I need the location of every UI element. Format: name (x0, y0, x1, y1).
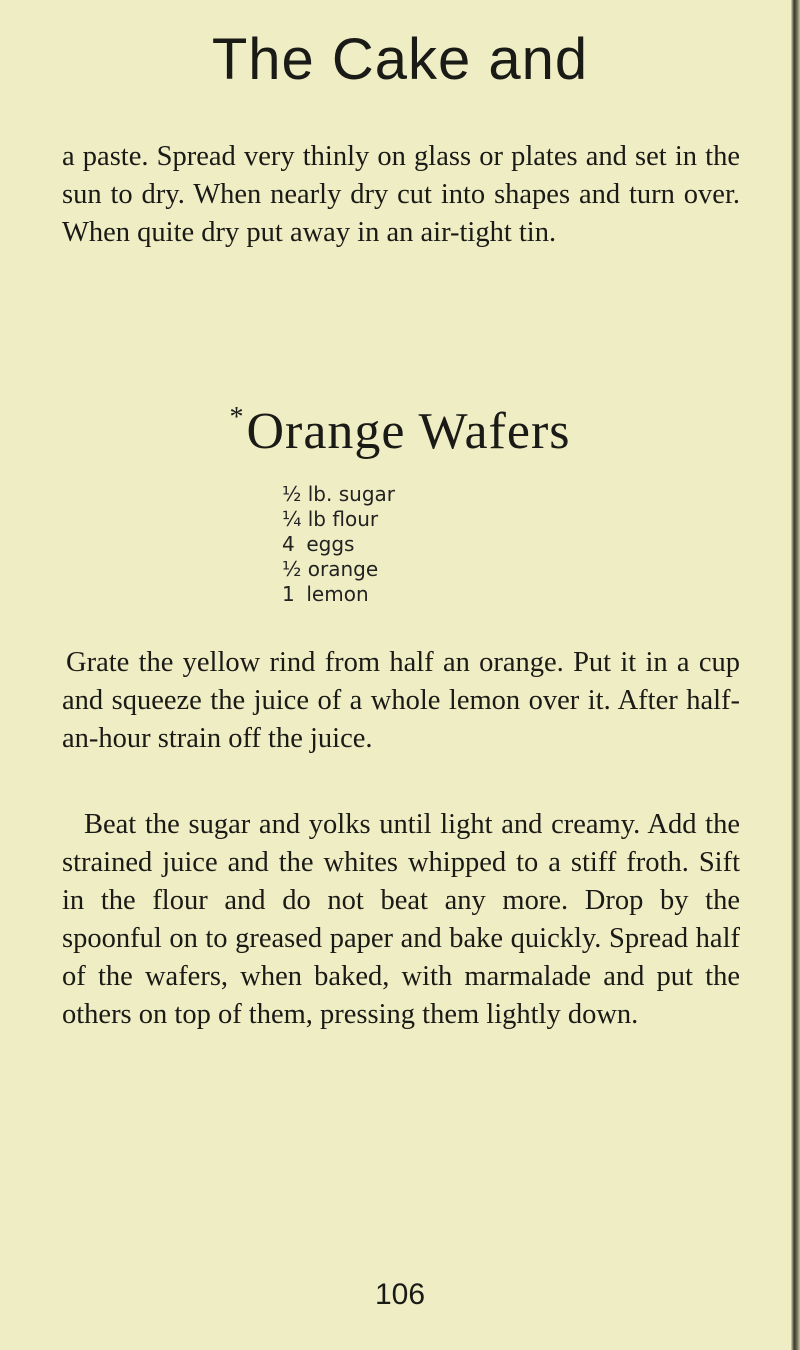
asterisk-marker: * (229, 402, 245, 433)
method-paragraph-2: Beat the sugar and yolks until light and creamy. Add the strained juice and the whites whipped to a stiff froth. Sift in the flour and do not beat any more. Drop by the spoonful on to greased paper and bake quickly. Spread half of the wafers, when baked, with marmalade and put the others on top of them, pressing them lightly down. (62, 809, 740, 1030)
ingredient-quantity: 4 (282, 532, 295, 556)
ingredient-item: eggs (306, 532, 355, 556)
ingredient-list (282, 482, 395, 607)
method-paragraph-1: Grate the yellow rind from half an orange. Put it in a cup and squeeze the juice of a whole lemon over it. After half-an-hour strain off the juice. (62, 647, 740, 754)
page-number: 106 (374, 1278, 426, 1311)
running-header: The Cake and (211, 27, 589, 92)
ingredient-row (282, 557, 395, 582)
ingredient-row (282, 532, 395, 557)
ingredient-quantity: ¼ (282, 507, 302, 531)
ingredient-item: lb. sugar (307, 482, 395, 506)
ingredient-quantity: ½ (282, 557, 302, 581)
continued-paragraph: a paste. Spread very thinly on glass or plates and set in the sun to dry. When nearly dry cut into shapes and turn over. When quite dry put away in an air-tight tin. (62, 141, 740, 248)
recipe-title-text: Orange Wafers (246, 403, 571, 460)
ingredient-quantity: ½ (282, 482, 302, 506)
ingredient-item: lb flour (307, 507, 379, 531)
ingredient-row (282, 482, 395, 507)
recipe-title (0, 402, 800, 461)
ingredient-item: orange (307, 557, 379, 581)
ingredient-quantity: 1 (282, 582, 295, 606)
ingredient-row (282, 507, 395, 532)
ingredient-item: lemon (306, 582, 369, 606)
ingredient-row (282, 582, 395, 607)
page-edge-shadow (791, 0, 800, 1350)
